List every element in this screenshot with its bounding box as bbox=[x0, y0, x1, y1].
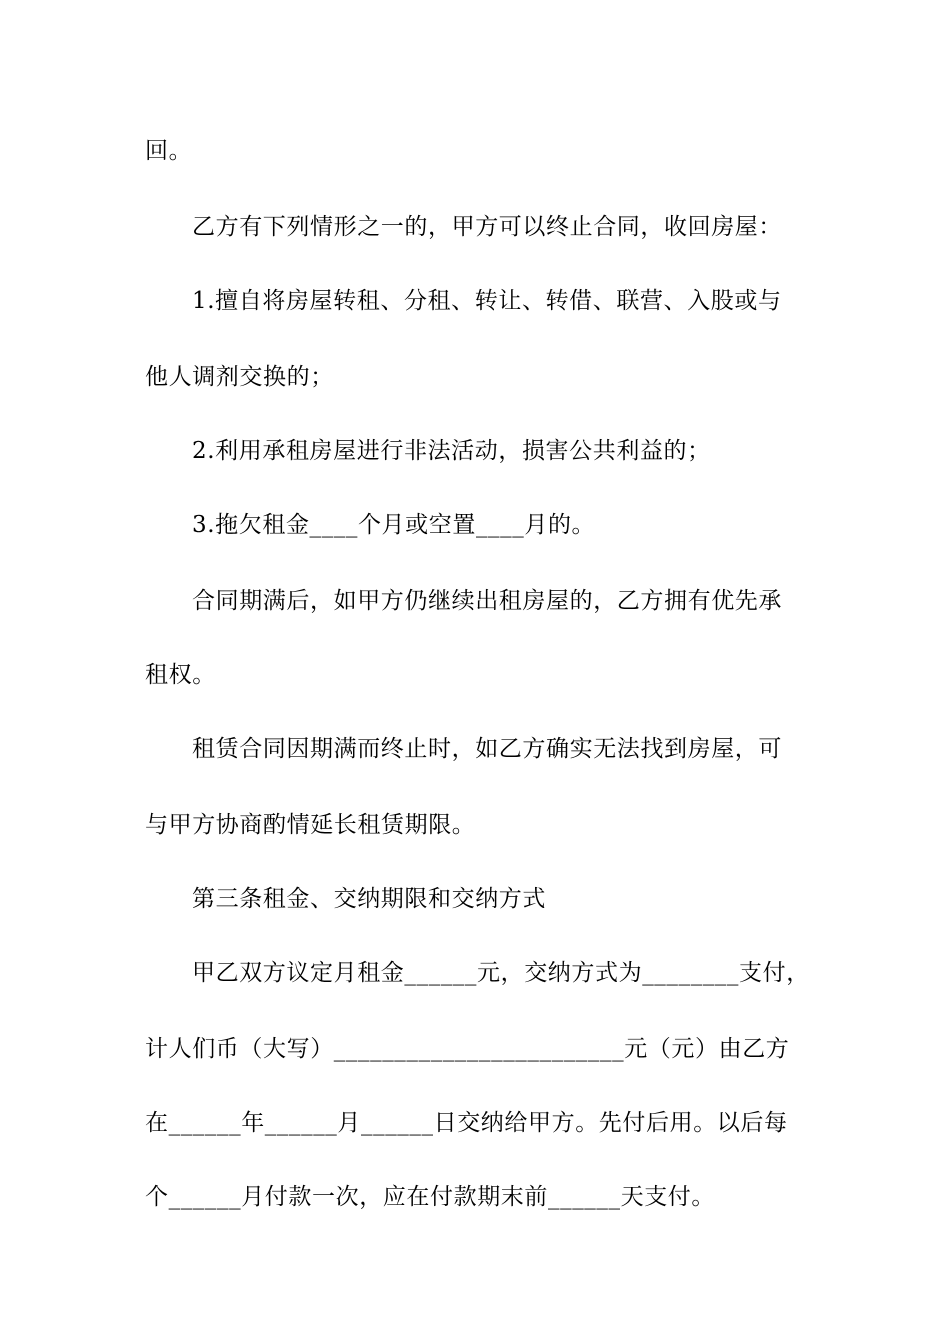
paragraph-payment-cycle: 个______月付款一次，应在付款期末前______天支付。 bbox=[145, 1184, 715, 1210]
list-item-3: 3.拖欠租金____个月或空置____月的。 bbox=[192, 512, 596, 538]
paragraph-rent-amount-continued: 计人们币（大写）________________________元（元）由乙方 bbox=[145, 1036, 790, 1062]
list-item-2: 2.利用承租房屋进行非法活动，损害公共利益的； bbox=[192, 438, 711, 464]
paragraph-termination-intro: 乙方有下列情形之一的，甲方可以终止合同，收回房屋： bbox=[192, 214, 782, 240]
paragraph-rent-amount: 甲乙双方议定月租金______元，交纳方式为________支付， bbox=[192, 960, 810, 986]
list-item-1: 1.擅自将房屋转租、分租、转让、转借、联营、入股或与 bbox=[192, 288, 782, 314]
paragraph-extension-continued: 与甲方协商酌情延长租赁期限。 bbox=[145, 812, 476, 838]
list-item-1-continued: 他人调剂交换的； bbox=[145, 364, 334, 390]
section-heading-article-3: 第三条租金、交纳期限和交纳方式 bbox=[192, 886, 546, 912]
paragraph-priority-lease-continued: 租权。 bbox=[145, 662, 216, 688]
paragraph-priority-lease: 合同期满后，如甲方仍继续出租房屋的，乙方拥有优先承 bbox=[192, 588, 782, 614]
paragraph-rent-date: 在______年______月______日交纳给甲方。先付后用。以后每 bbox=[145, 1110, 788, 1136]
text-line: 回。 bbox=[145, 138, 193, 164]
paragraph-extension: 租赁合同因期满而终止时，如乙方确实无法找到房屋，可 bbox=[192, 736, 782, 762]
